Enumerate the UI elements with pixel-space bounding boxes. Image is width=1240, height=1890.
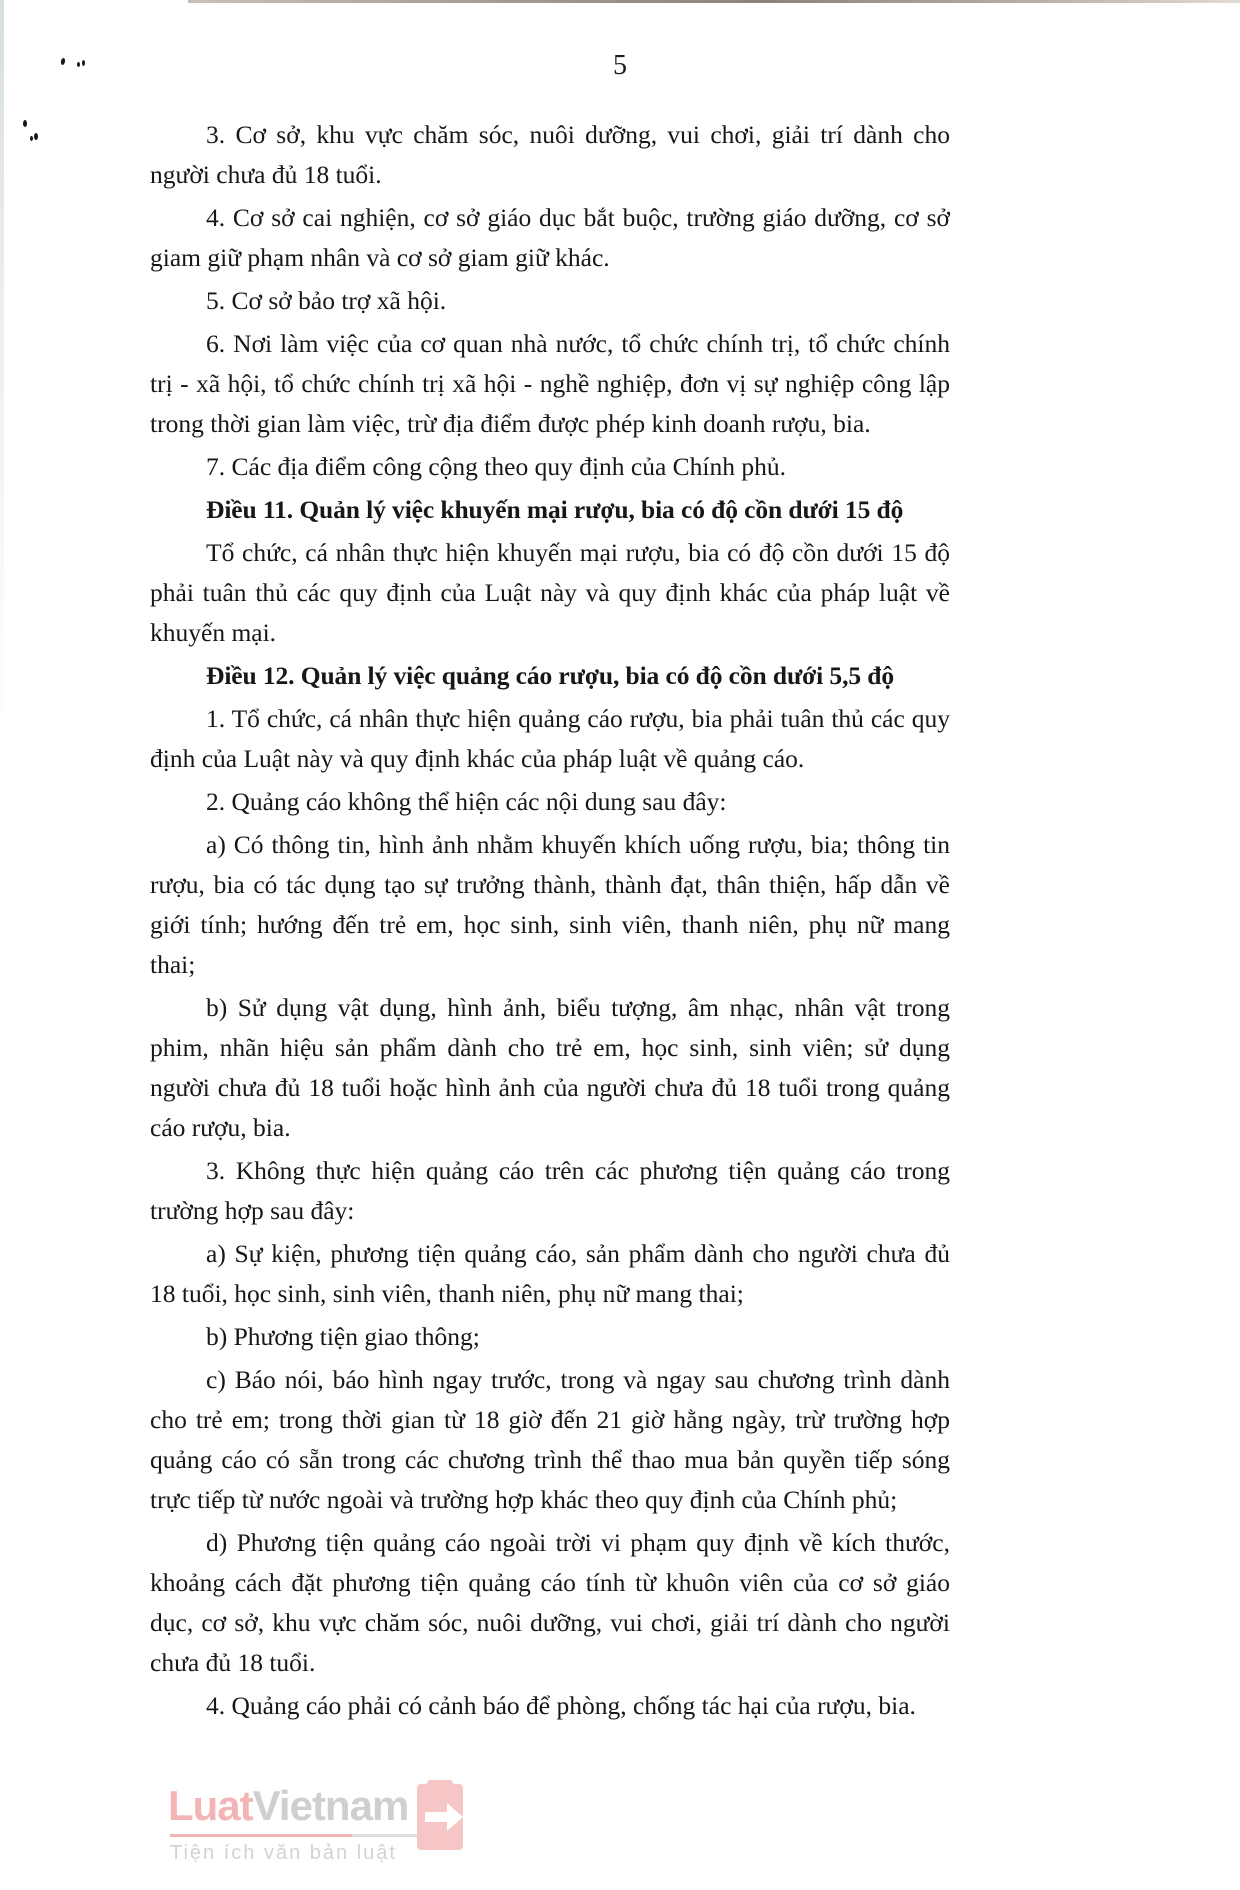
watermark-luatvietnam (168, 1782, 458, 1890)
scan-edge-artifact-top (188, 0, 1240, 3)
watermark-brand (168, 1782, 408, 1830)
paragraph-article-11-body: Tổ chức, cá nhân thực hiện khuyến mại rượu, bia có độ cồn dưới 15 độ phải tuân thủ các quy định của Luật này và quy định khác của pháp luật về khuyến mại. (150, 538, 950, 647)
paragraph-article-12-clause-1: 1. Tổ chức, cá nhân thực hiện quảng cáo rượu, bia phải tuân thủ các quy định của Luật này và quy định khác của pháp luật về quảng cáo. (150, 704, 950, 773)
paragraph-article-12-clause-2: 2. Quảng cáo không thể hiện các nội dung sau đây: (206, 787, 727, 816)
paragraph-article-12-clause-2b: b) Sử dụng vật dụng, hình ảnh, biểu tượng, âm nhạc, nhân vật trong phim, nhãn hiệu sản phẩm dành cho trẻ em, học sinh, sinh viên; sử dụng người chưa đủ 18 tuổi hoặc hình ảnh của người chưa đủ 18 tuổi trong quảng cáo rượu, bia. (150, 993, 950, 1142)
heading-article-12: Điều 12. Quản lý việc quảng cáo rượu, bia có độ cồn dưới 5,5 độ (206, 661, 895, 690)
document-body (150, 115, 950, 1729)
paragraph-article-12-clause-3c: c) Báo nói, báo hình ngay trước, trong và ngay sau chương trình dành cho trẻ em; trong thời gian từ 18 giờ đến 21 giờ hằng ngày, trừ trường hợp quảng cáo có sẵn trong các chương trình thể thao mua bản quyền tiếp sóng trực tiếp từ nước ngoài và trường hợp khác theo quy định của Chính phủ; (150, 1365, 950, 1514)
paragraph-clause-5: 5. Cơ sở bảo trợ xã hội. (206, 286, 447, 315)
paragraph-clause-6: 6. Nơi làm việc của cơ quan nhà nước, tổ chức chính trị, tổ chức chính trị - xã hội, tổ chức chính trị xã hội - nghề nghiệp, đơn vị sự nghiệp công lập trong thời gian làm việc, trừ địa điểm được phép kinh doanh rượu, bia. (150, 329, 950, 438)
heading-article-11: Điều 11. Quản lý việc khuyến mại rượu, bia có độ cồn dưới 15 độ (206, 495, 904, 524)
paragraph-article-12-clause-3d: d) Phương tiện quảng cáo ngoài trời vi phạm quy định về kích thước, khoảng cách đặt phương tiện quảng cáo tính từ khuôn viên của cơ sở giáo dục, cơ sở, khu vực chăm sóc, nuôi dưỡng, vui chơi, giải trí dành cho người chưa đủ 18 tuổi. (150, 1528, 950, 1677)
paragraph-article-12-clause-3b: b) Phương tiện giao thông; (206, 1322, 480, 1351)
watermark-tagline: Tiện ích văn bản luật (170, 1842, 397, 1864)
paragraph-article-12-clause-4: 4. Quảng cáo phải có cảnh báo để phòng, chống tác hại của rượu, bia. (206, 1691, 916, 1720)
paragraph-article-12-clause-3a: a) Sự kiện, phương tiện quảng cáo, sản phẩm dành cho người chưa đủ 18 tuổi, học sinh, sinh viên, thanh niên, phụ nữ mang thai; (150, 1239, 950, 1308)
paragraph-clause-7: 7. Các địa điểm công cộng theo quy định của Chính phủ. (206, 452, 787, 481)
watermark-underline-secondary (352, 1834, 420, 1837)
scan-speck (30, 136, 33, 141)
page-number: 5 (613, 50, 627, 81)
scan-edge-artifact-left (0, 0, 4, 1890)
paragraph-clause-4: 4. Cơ sở cai nghiện, cơ sở giáo dục bắt buộc, trường giáo dưỡng, cơ sở giam giữ phạm nhân và cơ sở giam giữ khác. (150, 203, 950, 272)
watermark-underline-primary (170, 1834, 352, 1837)
paragraph-article-12-clause-3: 3. Không thực hiện quảng cáo trên các phương tiện quảng cáo trong trường hợp sau đây: (150, 1156, 950, 1225)
scan-speck (23, 120, 27, 127)
watermark-brand-second: Vietnam (252, 1782, 409, 1829)
paragraph-clause-3: 3. Cơ sở, khu vực chăm sóc, nuôi dưỡng, vui chơi, giải trí dành cho người chưa đủ 18 tuổi. (150, 120, 950, 189)
scan-speck (34, 133, 38, 140)
paragraph-article-12-clause-2a: a) Có thông tin, hình ảnh nhằm khuyến khích uống rượu, bia; thông tin rượu, bia có tác dụng tạo sự trưởng thành, thành đạt, thân thiện, hấp dẫn về giới tính; hướng đến trẻ em, học sinh, sinh viên, thanh niên, phụ nữ mang thai; (150, 830, 950, 979)
watermark-brand-first: Luat (168, 1782, 253, 1829)
watermark-arrow-icon (411, 1778, 469, 1854)
